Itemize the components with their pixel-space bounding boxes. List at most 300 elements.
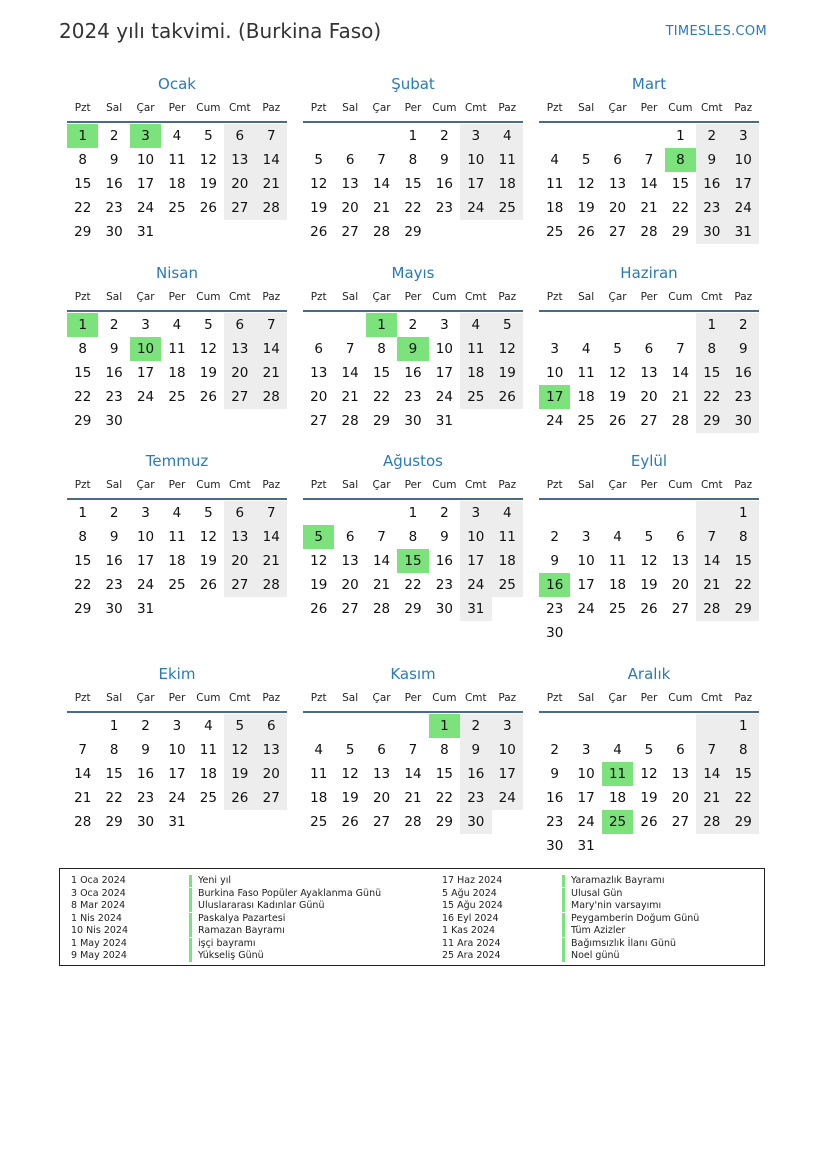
day-cell[interactable]: 12 [199, 529, 217, 545]
day-cell[interactable]: 18 [460, 361, 491, 385]
day-cell[interactable]: 10 [136, 152, 155, 168]
day-cell[interactable]: 2 [460, 714, 491, 738]
day-cell[interactable]: 24 [460, 573, 491, 597]
day-cell[interactable]: 1 [676, 128, 685, 144]
day-cell[interactable]: 31 [435, 413, 453, 429]
day-cell[interactable]: 22 [728, 786, 759, 810]
day-cell[interactable]: 14 [256, 525, 287, 549]
day-cell[interactable]: 5 [613, 341, 622, 357]
day-cell[interactable]: 18 [577, 389, 595, 405]
day-cell[interactable]: 27 [640, 413, 658, 429]
day-cell[interactable]: 25 [168, 200, 186, 216]
day-cell[interactable]: 2 [550, 529, 559, 545]
day-cell[interactable]: 26 [199, 389, 217, 405]
day-cell[interactable]: 3 [581, 529, 591, 545]
day-cell[interactable]: 8 [665, 148, 696, 172]
day-cell[interactable]: 25 [168, 389, 186, 405]
day-cell[interactable]: 2 [440, 505, 449, 521]
day-cell[interactable]: 21 [696, 573, 727, 597]
day-cell[interactable]: 26 [199, 577, 217, 593]
day-cell[interactable]: 1 [109, 718, 119, 734]
day-cell[interactable]: 21 [640, 200, 658, 216]
day-cell[interactable]: 24 [435, 389, 453, 405]
day-cell[interactable]: 16 [136, 766, 155, 782]
day-cell[interactable]: 27 [310, 413, 328, 429]
day-cell[interactable]: 15 [728, 549, 759, 573]
day-cell[interactable]: 8 [408, 529, 418, 545]
day-cell[interactable]: 5 [581, 152, 591, 168]
day-cell[interactable]: 14 [256, 148, 287, 172]
day-cell[interactable]: 19 [341, 790, 359, 806]
day-cell[interactable]: 6 [644, 341, 654, 357]
day-cell[interactable]: 27 [671, 601, 689, 617]
day-cell[interactable]: 10 [546, 365, 564, 381]
day-cell[interactable]: 14 [404, 766, 422, 782]
day-cell[interactable]: 16 [435, 176, 453, 192]
day-cell[interactable]: 25 [577, 413, 595, 429]
day-cell[interactable]: 30 [105, 413, 123, 429]
day-cell[interactable]: 28 [341, 413, 359, 429]
day-cell[interactable]: 8 [78, 152, 87, 168]
day-cell[interactable]: 26 [341, 814, 359, 830]
day-cell[interactable]: 15 [671, 176, 689, 192]
day-cell[interactable]: 30 [435, 601, 453, 617]
day-cell[interactable]: 12 [310, 553, 328, 569]
day-cell[interactable]: 29 [74, 413, 92, 429]
day-cell[interactable]: 27 [671, 814, 689, 830]
day-cell[interactable]: 9 [109, 152, 119, 168]
day-cell[interactable]: 10 [168, 742, 186, 758]
day-cell[interactable]: 22 [74, 200, 92, 216]
day-cell[interactable]: 13 [224, 148, 255, 172]
day-cell[interactable]: 25 [310, 814, 328, 830]
day-cell[interactable]: 5 [224, 714, 255, 738]
day-cell[interactable]: 28 [696, 810, 727, 834]
day-cell[interactable]: 13 [608, 176, 627, 192]
day-cell[interactable]: 9 [440, 152, 449, 168]
day-cell[interactable]: 5 [644, 529, 654, 545]
day-cell[interactable]: 22 [404, 200, 422, 216]
day-cell[interactable]: 23 [404, 389, 422, 405]
day-cell[interactable]: 29 [728, 597, 759, 621]
day-cell[interactable]: 22 [728, 573, 759, 597]
day-cell[interactable]: 17 [492, 762, 523, 786]
brand-link[interactable]: TIMESLES.COM [665, 24, 767, 39]
day-cell[interactable]: 26 [640, 601, 658, 617]
day-cell[interactable]: 8 [377, 341, 386, 357]
day-cell[interactable]: 27 [341, 601, 359, 617]
day-cell[interactable]: 14 [640, 176, 658, 192]
day-cell[interactable]: 21 [74, 790, 92, 806]
day-cell[interactable]: 28 [372, 224, 391, 240]
day-cell[interactable]: 2 [109, 317, 119, 333]
day-cell[interactable]: 10 [577, 553, 595, 569]
day-cell[interactable]: 19 [310, 577, 328, 593]
day-cell[interactable]: 22 [435, 790, 453, 806]
day-cell[interactable]: 13 [256, 738, 287, 762]
day-cell[interactable]: 10 [492, 738, 523, 762]
day-cell[interactable]: 12 [492, 337, 523, 361]
day-cell[interactable]: 1 [366, 313, 397, 337]
day-cell[interactable]: 1 [728, 714, 759, 738]
day-cell[interactable]: 3 [440, 317, 449, 333]
day-cell[interactable]: 27 [372, 814, 391, 830]
day-cell[interactable]: 10 [460, 525, 491, 549]
day-cell[interactable]: 18 [168, 553, 186, 569]
day-cell[interactable]: 15 [372, 365, 391, 381]
day-cell[interactable]: 31 [136, 224, 155, 240]
day-cell[interactable]: 25 [168, 577, 186, 593]
day-cell[interactable]: 13 [310, 365, 328, 381]
day-cell[interactable]: 9 [141, 742, 150, 758]
day-cell[interactable]: 11 [168, 529, 186, 545]
day-cell[interactable]: 21 [341, 389, 359, 405]
day-cell[interactable]: 28 [256, 196, 287, 220]
day-cell[interactable]: 25 [608, 601, 627, 617]
day-cell[interactable]: 14 [372, 176, 391, 192]
day-cell[interactable]: 13 [224, 337, 255, 361]
day-cell[interactable]: 11 [310, 766, 328, 782]
day-cell[interactable]: 14 [74, 766, 92, 782]
day-cell[interactable]: 13 [671, 553, 689, 569]
day-cell[interactable]: 17 [460, 549, 491, 573]
day-cell[interactable]: 24 [492, 786, 523, 810]
day-cell[interactable]: 23 [105, 200, 123, 216]
day-cell[interactable]: 13 [341, 176, 359, 192]
day-cell[interactable]: 29 [74, 224, 92, 240]
day-cell[interactable]: 20 [224, 361, 255, 385]
day-cell[interactable]: 9 [696, 148, 727, 172]
day-cell[interactable]: 12 [310, 176, 328, 192]
day-cell[interactable]: 23 [460, 786, 491, 810]
day-cell[interactable]: 3 [460, 124, 491, 148]
day-cell[interactable]: 2 [109, 505, 119, 521]
day-cell[interactable]: 27 [224, 196, 255, 220]
day-cell[interactable]: 15 [696, 361, 727, 385]
day-cell[interactable]: 2 [141, 718, 150, 734]
day-cell[interactable]: 23 [546, 601, 564, 617]
day-cell[interactable]: 8 [78, 529, 87, 545]
day-cell[interactable]: 9 [728, 337, 759, 361]
day-cell[interactable]: 4 [550, 152, 559, 168]
day-cell[interactable]: 2 [109, 128, 119, 144]
day-cell[interactable]: 22 [105, 790, 123, 806]
day-cell[interactable]: 4 [492, 124, 523, 148]
day-cell[interactable]: 29 [404, 224, 422, 240]
day-cell[interactable]: 25 [199, 790, 217, 806]
day-cell[interactable]: 8 [78, 341, 87, 357]
day-cell[interactable]: 10 [577, 766, 595, 782]
day-cell[interactable]: 6 [676, 742, 685, 758]
day-cell[interactable]: 6 [345, 529, 355, 545]
day-cell[interactable]: 4 [204, 718, 213, 734]
day-cell[interactable]: 16 [404, 365, 422, 381]
day-cell[interactable]: 27 [256, 786, 287, 810]
day-cell[interactable]: 20 [341, 200, 359, 216]
day-cell[interactable]: 30 [546, 625, 564, 641]
day-cell[interactable]: 28 [404, 814, 422, 830]
day-cell[interactable]: 31 [168, 814, 186, 830]
day-cell[interactable]: 16 [728, 361, 759, 385]
day-cell[interactable]: 17 [136, 553, 155, 569]
day-cell[interactable]: 30 [728, 409, 759, 433]
day-cell[interactable]: 6 [377, 742, 386, 758]
day-cell[interactable]: 5 [204, 317, 213, 333]
day-cell[interactable]: 13 [341, 553, 359, 569]
day-cell[interactable]: 15 [404, 176, 422, 192]
day-cell[interactable]: 8 [109, 742, 119, 758]
day-cell[interactable]: 12 [577, 176, 595, 192]
day-cell[interactable]: 18 [492, 172, 523, 196]
day-cell[interactable]: 28 [640, 224, 658, 240]
day-cell[interactable]: 21 [256, 549, 287, 573]
day-cell[interactable]: 26 [492, 385, 523, 409]
day-cell[interactable]: 19 [199, 553, 217, 569]
day-cell[interactable]: 11 [168, 152, 186, 168]
day-cell[interactable]: 9 [550, 766, 559, 782]
day-cell[interactable]: 17 [577, 577, 595, 593]
day-cell[interactable]: 6 [314, 341, 323, 357]
day-cell[interactable]: 7 [78, 742, 87, 758]
day-cell[interactable]: 19 [608, 389, 627, 405]
day-cell[interactable]: 18 [608, 790, 627, 806]
day-cell[interactable]: 21 [696, 786, 727, 810]
day-cell[interactable]: 5 [644, 742, 654, 758]
day-cell[interactable]: 16 [105, 553, 123, 569]
day-cell[interactable]: 23 [546, 814, 564, 830]
day-cell[interactable]: 4 [613, 742, 622, 758]
day-cell[interactable]: 3 [141, 317, 150, 333]
day-cell[interactable]: 3 [728, 124, 759, 148]
day-cell[interactable]: 7 [256, 124, 287, 148]
day-cell[interactable]: 7 [256, 313, 287, 337]
day-cell[interactable]: 26 [310, 224, 328, 240]
day-cell[interactable]: 14 [372, 553, 391, 569]
day-cell[interactable]: 21 [372, 200, 391, 216]
day-cell[interactable]: 24 [136, 200, 155, 216]
day-cell[interactable]: 20 [341, 577, 359, 593]
day-cell[interactable]: 9 [440, 529, 449, 545]
day-cell[interactable]: 7 [345, 341, 355, 357]
day-cell[interactable]: 14 [696, 549, 727, 573]
day-cell[interactable]: 7 [256, 501, 287, 525]
day-cell[interactable]: 24 [136, 577, 155, 593]
day-cell[interactable]: 1 [78, 505, 87, 521]
day-cell[interactable]: 15 [397, 549, 428, 573]
day-cell[interactable]: 3 [460, 501, 491, 525]
day-cell[interactable]: 29 [372, 413, 391, 429]
day-cell[interactable]: 16 [546, 790, 564, 806]
day-cell[interactable]: 25 [492, 573, 523, 597]
day-cell[interactable]: 19 [577, 200, 595, 216]
day-cell[interactable]: 6 [224, 501, 255, 525]
day-cell[interactable]: 30 [460, 810, 491, 834]
day-cell[interactable]: 21 [256, 172, 287, 196]
day-cell[interactable]: 15 [728, 762, 759, 786]
day-cell[interactable]: 13 [640, 365, 658, 381]
day-cell[interactable]: 16 [539, 573, 570, 597]
day-cell[interactable]: 29 [671, 224, 689, 240]
day-cell[interactable]: 29 [74, 601, 92, 617]
day-cell[interactable]: 17 [136, 176, 155, 192]
day-cell[interactable]: 31 [136, 601, 155, 617]
day-cell[interactable]: 12 [224, 738, 255, 762]
day-cell[interactable]: 14 [256, 337, 287, 361]
day-cell[interactable]: 23 [105, 389, 123, 405]
day-cell[interactable]: 16 [435, 553, 453, 569]
day-cell[interactable]: 7 [676, 341, 685, 357]
day-cell[interactable]: 17 [435, 365, 453, 381]
day-cell[interactable]: 25 [546, 224, 564, 240]
day-cell[interactable]: 23 [105, 577, 123, 593]
day-cell[interactable]: 1 [728, 501, 759, 525]
day-cell[interactable]: 8 [696, 337, 727, 361]
day-cell[interactable]: 2 [696, 124, 727, 148]
day-cell[interactable]: 10 [460, 148, 491, 172]
day-cell[interactable]: 18 [168, 176, 186, 192]
day-cell[interactable]: 1 [67, 313, 98, 337]
day-cell[interactable]: 9 [109, 341, 119, 357]
day-cell[interactable]: 4 [581, 341, 591, 357]
day-cell[interactable]: 31 [728, 220, 759, 244]
day-cell[interactable]: 23 [435, 200, 453, 216]
day-cell[interactable]: 1 [67, 124, 98, 148]
day-cell[interactable]: 4 [172, 128, 182, 144]
day-cell[interactable]: 20 [224, 549, 255, 573]
day-cell[interactable]: 19 [310, 200, 328, 216]
day-cell[interactable]: 7 [644, 152, 654, 168]
day-cell[interactable]: 4 [314, 742, 323, 758]
day-cell[interactable]: 2 [408, 317, 418, 333]
day-cell[interactable]: 28 [696, 597, 727, 621]
day-cell[interactable]: 9 [460, 738, 491, 762]
day-cell[interactable]: 20 [224, 172, 255, 196]
day-cell[interactable]: 6 [613, 152, 622, 168]
day-cell[interactable]: 23 [136, 790, 155, 806]
day-cell[interactable]: 29 [728, 810, 759, 834]
day-cell[interactable]: 21 [372, 577, 391, 593]
day-cell[interactable]: 16 [105, 365, 123, 381]
day-cell[interactable]: 2 [440, 128, 449, 144]
day-cell[interactable]: 12 [608, 365, 627, 381]
day-cell[interactable]: 10 [728, 148, 759, 172]
day-cell[interactable]: 28 [256, 385, 287, 409]
day-cell[interactable]: 24 [728, 196, 759, 220]
day-cell[interactable]: 1 [408, 128, 418, 144]
day-cell[interactable]: 11 [492, 148, 523, 172]
day-cell[interactable]: 21 [671, 389, 689, 405]
day-cell[interactable]: 17 [728, 172, 759, 196]
day-cell[interactable]: 22 [696, 385, 727, 409]
day-cell[interactable]: 22 [671, 200, 689, 216]
day-cell[interactable]: 20 [256, 762, 287, 786]
day-cell[interactable]: 20 [640, 389, 658, 405]
day-cell[interactable]: 31 [577, 838, 595, 854]
day-cell[interactable]: 11 [168, 341, 186, 357]
day-cell[interactable]: 28 [372, 601, 391, 617]
day-cell[interactable]: 12 [640, 766, 658, 782]
day-cell[interactable]: 12 [199, 341, 217, 357]
day-cell[interactable]: 15 [105, 766, 123, 782]
day-cell[interactable]: 30 [696, 220, 727, 244]
day-cell[interactable]: 8 [440, 742, 449, 758]
day-cell[interactable]: 13 [224, 525, 255, 549]
day-cell[interactable]: 24 [136, 389, 155, 405]
day-cell[interactable]: 29 [404, 601, 422, 617]
day-cell[interactable]: 26 [577, 224, 595, 240]
day-cell[interactable]: 28 [256, 573, 287, 597]
day-cell[interactable]: 6 [345, 152, 355, 168]
day-cell[interactable]: 7 [696, 525, 727, 549]
day-cell[interactable]: 26 [608, 413, 627, 429]
day-cell[interactable]: 6 [224, 124, 255, 148]
day-cell[interactable]: 19 [640, 577, 658, 593]
day-cell[interactable]: 2 [728, 313, 759, 337]
day-cell[interactable]: 13 [671, 766, 689, 782]
day-cell[interactable]: 4 [172, 505, 182, 521]
day-cell[interactable]: 19 [224, 762, 255, 786]
day-cell[interactable]: 17 [577, 790, 595, 806]
day-cell[interactable]: 18 [608, 577, 627, 593]
day-cell[interactable]: 12 [640, 553, 658, 569]
day-cell[interactable]: 11 [546, 176, 564, 192]
day-cell[interactable]: 17 [460, 172, 491, 196]
day-cell[interactable]: 1 [429, 714, 460, 738]
day-cell[interactable]: 30 [136, 814, 155, 830]
day-cell[interactable]: 11 [460, 337, 491, 361]
day-cell[interactable]: 19 [492, 361, 523, 385]
day-cell[interactable]: 16 [460, 762, 491, 786]
day-cell[interactable]: 1 [696, 313, 727, 337]
day-cell[interactable]: 22 [372, 389, 391, 405]
day-cell[interactable]: 5 [345, 742, 355, 758]
day-cell[interactable]: 12 [199, 152, 217, 168]
day-cell[interactable]: 22 [404, 577, 422, 593]
day-cell[interactable]: 17 [168, 766, 186, 782]
day-cell[interactable]: 15 [74, 176, 92, 192]
day-cell[interactable]: 7 [696, 738, 727, 762]
day-cell[interactable]: 23 [696, 196, 727, 220]
day-cell[interactable]: 20 [310, 389, 328, 405]
day-cell[interactable]: 9 [109, 529, 119, 545]
day-cell[interactable]: 24 [577, 601, 595, 617]
day-cell[interactable]: 6 [224, 313, 255, 337]
day-cell[interactable]: 26 [640, 814, 658, 830]
day-cell[interactable]: 25 [602, 810, 633, 834]
day-cell[interactable]: 16 [696, 172, 727, 196]
day-cell[interactable]: 31 [460, 597, 491, 621]
day-cell[interactable]: 29 [435, 814, 453, 830]
day-cell[interactable]: 11 [492, 525, 523, 549]
day-cell[interactable]: 5 [204, 128, 213, 144]
day-cell[interactable]: 3 [581, 742, 591, 758]
day-cell[interactable]: 28 [671, 413, 689, 429]
day-cell[interactable]: 3 [141, 505, 150, 521]
day-cell[interactable]: 27 [224, 385, 255, 409]
day-cell[interactable]: 20 [671, 577, 689, 593]
day-cell[interactable]: 19 [199, 365, 217, 381]
day-cell[interactable]: 6 [256, 714, 287, 738]
day-cell[interactable]: 24 [577, 814, 595, 830]
day-cell[interactable]: 9 [550, 553, 559, 569]
day-cell[interactable]: 7 [377, 152, 386, 168]
day-cell[interactable]: 22 [74, 389, 92, 405]
day-cell[interactable]: 24 [168, 790, 186, 806]
day-cell[interactable]: 27 [224, 573, 255, 597]
day-cell[interactable]: 25 [460, 385, 491, 409]
day-cell[interactable]: 13 [372, 766, 391, 782]
day-cell[interactable]: 11 [602, 762, 633, 786]
